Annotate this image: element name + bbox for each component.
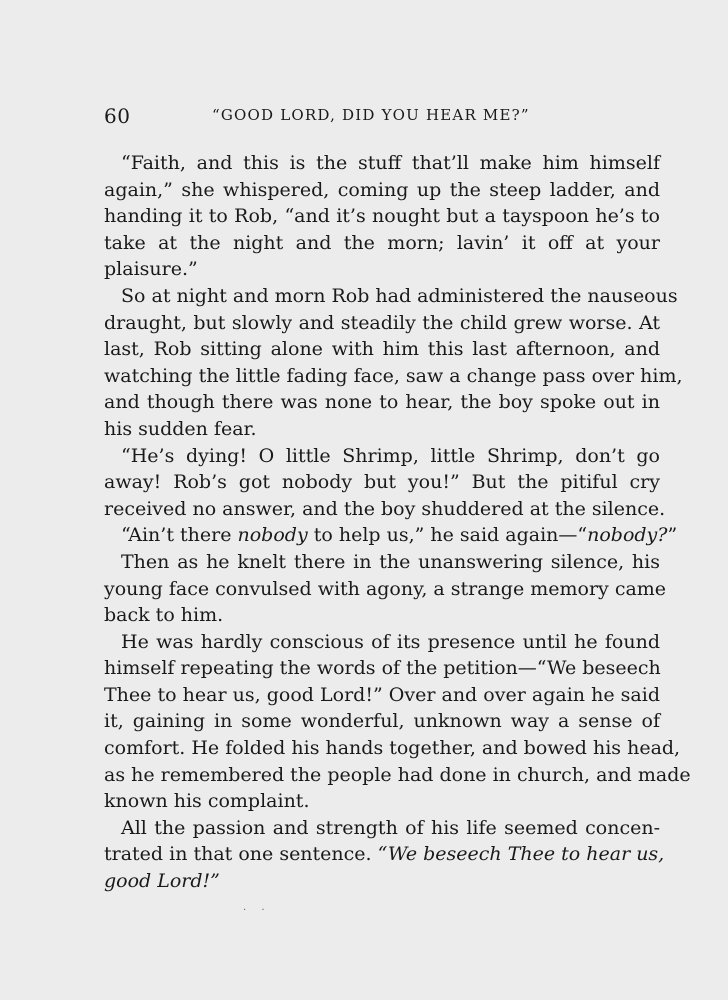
- text-line: himself repeating the words of the petition—“We beseech: [104, 657, 661, 680]
- text-line: take at the night and the morn; lavin’ it off at your: [104, 231, 660, 254]
- text-line: watching the little fading face, saw a change pass over him,: [104, 364, 683, 387]
- running-head: [104, 104, 660, 130]
- text-run: “Ain’t there: [121, 524, 238, 547]
- text-line: and though there was none to hear, the boy spoke out in: [104, 391, 660, 414]
- running-title: “GOOD LORD, DID YOU HEAR ME?”: [212, 106, 530, 124]
- italic-text: good Lord!”: [104, 870, 220, 893]
- text-line: it, gaining in some wonderful, unknown way a sense of: [104, 710, 660, 733]
- text-line: last, Rob sitting alone with him this last afternoon, and: [104, 338, 660, 361]
- paragraph-4: [104, 522, 678, 549]
- text-line: “He’s dying! O little Shrimp, little Shrimp, don’t go: [121, 444, 660, 467]
- body-text: [104, 150, 691, 895]
- italic-text: nobody: [237, 524, 308, 547]
- text-line: plaisure.”: [104, 258, 198, 281]
- text-run: to help us,” he said again—“: [307, 524, 588, 547]
- text-line: [104, 522, 678, 549]
- text-line: handing it to Rob, “and it’s nought but a tayspoon he’s to: [104, 205, 660, 228]
- italic-text: nobody?: [587, 524, 668, 547]
- italic-text: “We beseech Thee to hear us,: [377, 843, 665, 866]
- text-line: draught, but slowly and steadily the child grew worse. At: [104, 311, 660, 334]
- text-line: young face convulsed with agony, a strange memory came: [104, 577, 667, 600]
- paragraph-2: [104, 283, 683, 443]
- page-number: 60: [104, 104, 131, 128]
- paragraph-5: [104, 549, 667, 629]
- text-line: [104, 841, 665, 868]
- text-run: trated in that one sentence.: [104, 843, 378, 866]
- text-line: comfort. He folded his hands together, and bowed his head,: [104, 737, 681, 760]
- paragraph-7: [104, 815, 665, 895]
- text-line: known his complaint.: [104, 790, 310, 813]
- paragraph-1: [104, 150, 660, 283]
- text-line: Thee to hear us, good Lord!” Over and over again he said: [104, 683, 660, 706]
- paragraph-6: [104, 629, 691, 815]
- text-line: All the passion and strength of his life seemed concen-: [121, 816, 660, 839]
- text-run: ”: [667, 524, 678, 547]
- text-line: Then as he knelt there in the unanswering silence, his: [121, 550, 660, 573]
- text-line: his sudden fear.: [104, 417, 257, 440]
- text-line: received no answer, and the boy shuddered at the silence.: [104, 497, 666, 520]
- paragraph-3: [104, 443, 666, 523]
- text-line: again,” she whispered, coming up the steep ladder, and: [104, 178, 660, 201]
- print-specks: · ·: [243, 905, 271, 916]
- text-line: as he remembered the people had done in church, and made: [104, 763, 691, 786]
- text-line: “Faith, and this is the stuff that’ll make him himself: [121, 152, 660, 174]
- text-line: He was hardly conscious of its presence until he found: [121, 630, 660, 653]
- text-line: back to him.: [104, 604, 224, 627]
- text-line: away! Rob’s got nobody but you!” But the pitiful cry: [104, 471, 660, 494]
- text-line: So at night and morn Rob had administered the nauseous: [121, 284, 678, 307]
- text-line: [104, 868, 660, 895]
